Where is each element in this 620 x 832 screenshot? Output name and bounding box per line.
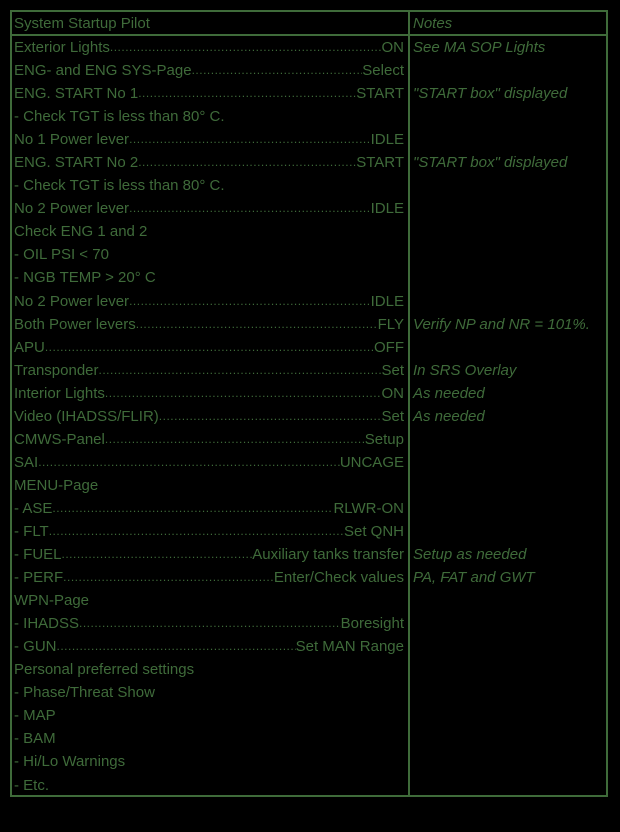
checklist-step bbox=[14, 153, 404, 172]
step-item: Both Power levers bbox=[14, 315, 136, 333]
notes-header: Notes bbox=[413, 15, 453, 32]
checklist-row bbox=[14, 544, 604, 567]
header-divider bbox=[12, 34, 606, 36]
checklist-step bbox=[14, 245, 404, 264]
step-item: ENG. START No 2 bbox=[14, 154, 139, 172]
step-value: START bbox=[356, 85, 404, 103]
step-note: "START box" displayed bbox=[413, 85, 568, 103]
step-item: No 1 Power lever bbox=[14, 131, 130, 149]
checklist-row bbox=[14, 383, 604, 406]
dot-leader bbox=[105, 430, 365, 449]
checklist-row bbox=[14, 406, 604, 429]
dot-leader bbox=[138, 153, 356, 172]
checklist-row bbox=[14, 244, 604, 267]
checklist-step bbox=[14, 130, 404, 149]
step-item: MENU-Page bbox=[14, 476, 99, 494]
checklist-step bbox=[14, 683, 404, 702]
dot-leader bbox=[138, 84, 356, 103]
checklist-row bbox=[14, 267, 604, 290]
checklist-row bbox=[14, 175, 604, 198]
checklist-row bbox=[14, 751, 604, 774]
step-note: Setup as needed bbox=[413, 546, 527, 564]
checklist-step bbox=[14, 545, 404, 564]
dot-leader bbox=[45, 338, 374, 357]
step-item: - IHADSS bbox=[14, 615, 80, 633]
checklist-row bbox=[14, 659, 604, 682]
checklist-row bbox=[14, 429, 604, 452]
step-note: As needed bbox=[413, 384, 485, 402]
step-value: Set QNH bbox=[343, 522, 404, 540]
checklist-row bbox=[14, 636, 604, 659]
checklist-table bbox=[10, 10, 608, 797]
checklist-step bbox=[14, 776, 404, 795]
step-item: - FLT bbox=[14, 522, 49, 540]
checklist-row bbox=[14, 291, 604, 314]
checklist-row bbox=[14, 198, 604, 221]
step-value: Set bbox=[381, 407, 404, 425]
checklist-row bbox=[14, 221, 604, 244]
step-note: PA, FAT and GWT bbox=[413, 569, 535, 587]
dot-leader bbox=[105, 384, 382, 403]
checklist-step bbox=[14, 499, 404, 518]
checklist-row bbox=[14, 567, 604, 590]
checklist-row bbox=[14, 775, 604, 798]
checklist-step bbox=[14, 61, 404, 80]
dot-leader bbox=[129, 292, 371, 311]
checklist-row bbox=[14, 682, 604, 705]
step-item: APU bbox=[14, 338, 45, 356]
step-value: Enter/Check values bbox=[273, 569, 404, 587]
step-item: ENG- and ENG SYS-Page bbox=[14, 62, 192, 80]
step-item: - Phase/Threat Show bbox=[14, 684, 155, 702]
step-item: No 2 Power lever bbox=[14, 292, 130, 310]
step-value: Setup bbox=[364, 430, 404, 448]
checklist-row bbox=[14, 83, 604, 106]
dot-leader bbox=[129, 130, 371, 149]
step-item: - GUN bbox=[14, 638, 57, 656]
step-item: - Hi/Lo Warnings bbox=[14, 753, 126, 771]
checklist-row bbox=[14, 37, 604, 60]
step-item: Exterior Lights bbox=[14, 39, 110, 56]
step-item: CMWS-Panel bbox=[14, 430, 105, 448]
checklist-step bbox=[14, 315, 404, 334]
checklist-step bbox=[14, 430, 404, 449]
checklist-row bbox=[14, 705, 604, 728]
checklist-row bbox=[14, 452, 604, 475]
step-item: - OIL PSI < 70 bbox=[14, 246, 109, 264]
checklist-step bbox=[14, 660, 404, 679]
checklist-row bbox=[14, 475, 604, 498]
checklist-step bbox=[14, 407, 404, 426]
step-value: Set MAN Range bbox=[295, 638, 404, 656]
step-note: In SRS Overlay bbox=[413, 361, 517, 379]
dot-leader bbox=[63, 568, 274, 587]
checklist-row bbox=[14, 521, 604, 544]
checklist-rows bbox=[14, 37, 604, 798]
checklist-row bbox=[14, 590, 604, 613]
step-item: Check ENG 1 and 2 bbox=[14, 223, 148, 241]
step-item: Video (IHADSS/FLIR) bbox=[14, 407, 159, 425]
checklist-step bbox=[14, 453, 404, 472]
step-note: See MA SOP Lights bbox=[413, 39, 546, 56]
step-value: OFF bbox=[374, 338, 404, 356]
checklist-row bbox=[14, 314, 604, 337]
checklist-step bbox=[14, 199, 404, 218]
dot-leader bbox=[159, 407, 382, 426]
checklist-step bbox=[14, 384, 404, 403]
step-value: ON bbox=[381, 39, 404, 56]
checklist-step bbox=[14, 268, 404, 287]
step-item: - FUEL bbox=[14, 546, 62, 564]
step-value: START bbox=[356, 154, 404, 172]
step-item: - Check TGT is less than 80° C. bbox=[14, 177, 225, 195]
checklist-title: System Startup Pilot bbox=[14, 15, 150, 32]
dot-leader bbox=[129, 199, 371, 218]
step-item: - Etc. bbox=[14, 776, 50, 794]
step-value: IDLE bbox=[370, 131, 404, 149]
checklist-row bbox=[14, 613, 604, 636]
checklist-step bbox=[14, 522, 404, 541]
checklist-step bbox=[14, 729, 404, 748]
step-item: - ASE bbox=[14, 499, 53, 517]
step-item: Transponder bbox=[14, 361, 99, 379]
step-item: - Check TGT is less than 80° C. bbox=[14, 108, 225, 126]
step-note: As needed bbox=[413, 407, 485, 425]
checklist-step bbox=[14, 614, 404, 633]
step-note: "START box" displayed bbox=[413, 154, 568, 172]
checklist-step bbox=[14, 706, 404, 725]
step-item: WPN-Page bbox=[14, 592, 90, 610]
step-value: RLWR-ON bbox=[333, 499, 404, 517]
dot-leader bbox=[49, 522, 344, 541]
dot-leader bbox=[99, 361, 382, 380]
checklist-step bbox=[14, 568, 404, 587]
checklist-step bbox=[14, 361, 404, 380]
step-value: ON bbox=[381, 384, 404, 402]
checklist-row bbox=[14, 106, 604, 129]
dot-leader bbox=[79, 614, 341, 633]
step-note: Verify NP and NR = 101%. bbox=[413, 315, 590, 333]
checklist-step bbox=[14, 222, 404, 241]
dot-leader bbox=[38, 453, 340, 472]
step-value: Set bbox=[381, 361, 404, 379]
checklist-step bbox=[14, 338, 404, 357]
checklist-step bbox=[14, 84, 404, 103]
checklist-row bbox=[14, 129, 604, 152]
step-value: FLY bbox=[377, 315, 404, 333]
checklist-step bbox=[14, 591, 404, 610]
checklist-row bbox=[14, 152, 604, 175]
dot-leader bbox=[136, 315, 378, 334]
checklist-step bbox=[14, 292, 404, 311]
checklist-row bbox=[14, 337, 604, 360]
step-item: - NGB TEMP > 20° C bbox=[14, 269, 156, 287]
step-item: Interior Lights bbox=[14, 384, 105, 402]
step-value: Select bbox=[362, 62, 404, 80]
checklist-step bbox=[14, 637, 404, 656]
step-value: Boresight bbox=[340, 615, 404, 633]
checklist-step bbox=[14, 752, 404, 771]
checklist-row bbox=[14, 60, 604, 83]
checklist-step bbox=[14, 107, 404, 126]
dot-leader bbox=[52, 499, 333, 518]
checklist-step bbox=[14, 176, 404, 195]
checklist-step bbox=[14, 38, 404, 57]
step-value: IDLE bbox=[370, 200, 404, 218]
dot-leader bbox=[110, 38, 382, 57]
step-value: IDLE bbox=[370, 292, 404, 310]
step-item: No 2 Power lever bbox=[14, 200, 130, 218]
checklist-row bbox=[14, 498, 604, 521]
dot-leader bbox=[57, 637, 296, 656]
step-value: UNCAGE bbox=[339, 453, 404, 471]
step-item: Personal preferred settings bbox=[14, 661, 195, 679]
step-item: ENG. START No 1 bbox=[14, 85, 139, 103]
checklist-row bbox=[14, 728, 604, 751]
step-item: - BAM bbox=[14, 730, 56, 748]
checklist-step bbox=[14, 476, 404, 495]
step-item: - MAP bbox=[14, 707, 56, 725]
dot-leader bbox=[192, 61, 363, 80]
step-value: Auxiliary tanks transfer bbox=[252, 546, 404, 564]
step-item: - PERF bbox=[14, 569, 64, 587]
checklist-row bbox=[14, 360, 604, 383]
dot-leader bbox=[62, 545, 253, 564]
step-item: SAI bbox=[14, 453, 39, 471]
